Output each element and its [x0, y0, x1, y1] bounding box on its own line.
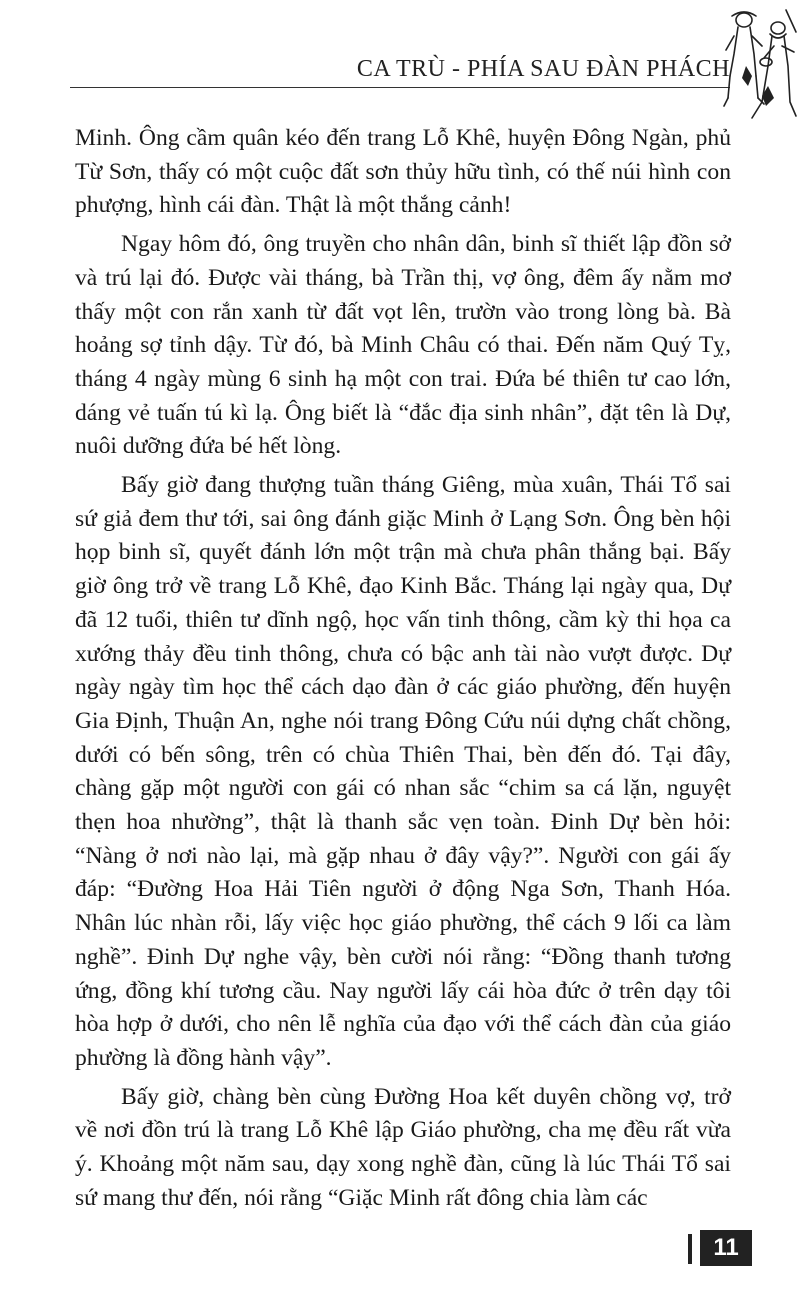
paragraph: Minh. Ông cầm quân kéo đến trang Lỗ Khê, huyện Đông Ngàn, phủ Từ Sơn, thấy có một cuộc đất sơn thủy hữu tình, có thế núi hình con phượng, hình cái đàn. Thật là một thắng cảnh! — [75, 125, 731, 219]
body-text — [75, 122, 731, 1221]
page-number: 11 — [700, 1230, 752, 1266]
footer-bar — [688, 1234, 692, 1264]
paragraph: Bấy giờ đang thượng tuần tháng Giêng, mùa xuân, Thái Tổ sai sứ giả đem thư tới, sai ông đánh giặc Minh ở Lạng Sơn. Ông bèn hội họp binh sĩ, quyết đánh lớn một trận mà chưa phân thắng bại. Bấy giờ ông trở về trang Lỗ Khê, đạo Kinh Bắc. Tháng lại ngày qua, Dự đã 12 tuổi, thiên tư dĩnh ngộ, học vấn tinh thông, cầm kỳ thi họa ca xướng thảy đều tinh thông, chưa có bậc anh tài nào vượt được. Dự ngày ngày tìm học thể cách dạo đàn ở các giáo phường, đến huyện Gia Định, Thuận An, nghe nói trang Đông Cứu núi dựng chất chồng, dưới có bến sông, trên có chùa Thiên Thai, bèn đến đó. Tại đây, chàng gặp một người con gái có nhan sắc “chim sa cá lặn, nguyệt thẹn hoa nhường”, thật là thanh sắc vẹn toàn. Đinh Dự bèn hỏi: “Nàng ở nơi nào lại, mà gặp nhau ở đây vậy?”. Người con gái ấy đáp: “Đường Hoa Hải Tiên người ở động Nga Sơn, Thanh Hóa. Nhân lúc nhàn rỗi, lấy việc học giáo phường, thể cách 9 lối ca làm nghề”. Đinh Dự nghe vậy, bèn cười nói rằng: “Đồng thanh tương ứng, đồng khí tương cầu. Nay người lấy cái hòa đức ở trên dạy tôi hòa hợp ở dưới, cho nên lễ nghĩa của đạo với thể cách đàn của giáo phường là đồng hành vậy”. — [75, 472, 731, 1071]
paragraph: Ngay hôm đó, ông truyền cho nhân dân, binh sĩ thiết lập đồn sở và trú lại đó. Được vài tháng, bà Trần thị, vợ ông, đêm ấy nằm mơ thấy một con rắn xanh từ đất vọt lên, trườn vào trong lòng bà. Bà hoảng sợ tỉnh dậy. Từ đó, bà Minh Châu có thai. Đến năm Quý Tỵ, tháng 4 ngày mùng 6 sinh hạ một con trai. Đứa bé thiên tư cao lớn, dáng vẻ tuấn tú kì lạ. Ông biết là “đắc địa sinh nhân”, đặt tên là Dự, nuôi dưỡng đứa bé hết lòng. — [75, 231, 731, 460]
running-header-title: CA TRÙ - PHÍA SAU ĐÀN PHÁCH — [356, 56, 730, 82]
running-header — [70, 50, 730, 90]
paragraph: Bấy giờ, chàng bèn cùng Đường Hoa kết duyên chồng vợ, trở về nơi đồn trú là trang Lỗ Khê lập Giáo phường, cha mẹ đều rất vừa ý. Khoảng một năm sau, dạy xong nghề đàn, cũng là lúc Thái Tổ sai sứ mang thư đến, nói rằng “Giặc Minh rất đông chia làm các — [75, 1083, 731, 1211]
musician-figures-illustration — [722, 6, 798, 130]
header-rule — [70, 87, 730, 88]
